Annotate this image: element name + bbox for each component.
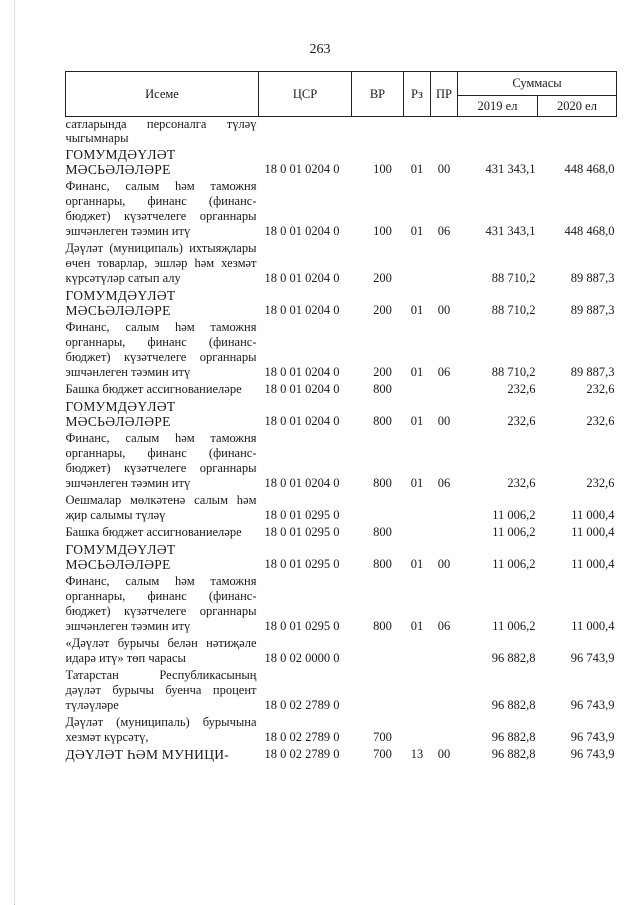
row-csr: 18 0 02 0000 0 [264, 651, 340, 665]
row-name: Башка бюджет ассигнованиеләре [65, 382, 242, 396]
row-amount-2019: 96 882,8 [491, 698, 536, 712]
header-pr: ПР [431, 72, 458, 117]
row-vr: 800 [373, 382, 392, 396]
row-amount-2020: 96 743,9 [570, 651, 615, 665]
row-name: Татарстан Республикасының дәүләт бурычы буенча процент түләүләре [65, 668, 257, 712]
row-csr: 18 0 01 0204 0 [264, 271, 340, 285]
row-pr [431, 117, 458, 146]
row-pr [431, 491, 458, 523]
row-amount-2019: 431 343,1 [485, 162, 536, 176]
row-vr [352, 117, 404, 146]
row-rz: 01 [410, 162, 424, 176]
header-sums: Суммасы [458, 72, 617, 96]
row-name: ДӘҮЛӘТ ҺӘМ МУНИЦИ- [65, 747, 230, 762]
row-vr: 800 [373, 525, 392, 539]
row-name: ГОМУМДӘҮЛӘТ МӘСЬӘЛӘЛӘРЕ [65, 542, 176, 572]
table-row [66, 318, 617, 380]
row-rz [404, 239, 431, 286]
row-name: Финанс, салым һәм таможня органнары, финанс (финанс-бюджет) күзәтчелеге органнары эшчәнлеген тәэмин итү [65, 179, 257, 238]
table-row [66, 177, 617, 239]
row-name: ГОМУМДӘҮЛӘТ МӘСЬӘЛӘЛӘРЕ [65, 147, 176, 177]
row-amount-2020: 11 000,4 [571, 619, 615, 633]
row-csr: 18 0 01 0204 0 [264, 224, 340, 238]
row-amount-2019: 232,6 [507, 476, 536, 490]
table-row [66, 523, 617, 540]
row-vr: 100 [373, 224, 392, 238]
row-amount-2020: 11 000,4 [571, 525, 615, 539]
header-year-2020: 2020 ел [538, 96, 617, 117]
row-pr [431, 666, 458, 713]
row-pr [431, 380, 458, 397]
row-pr: 06 [437, 476, 451, 490]
table-row [66, 540, 617, 572]
table-row [66, 429, 617, 491]
row-amount-2019: 11 006,2 [492, 525, 536, 539]
row-vr: 800 [373, 619, 392, 633]
row-pr: 00 [437, 303, 451, 317]
row-csr: 18 0 01 0295 0 [264, 557, 340, 571]
row-rz [404, 117, 431, 146]
table-body [66, 117, 617, 763]
row-amount-2019: 11 006,2 [492, 619, 536, 633]
row-csr [259, 117, 352, 146]
row-amount-2020: 96 743,9 [570, 698, 615, 712]
row-pr [431, 239, 458, 286]
row-name: Дәүләт (муниципаль) бурычына хезмәт күрсәтү, [65, 715, 257, 744]
row-rz [404, 713, 431, 745]
budget-table [65, 71, 617, 762]
row-csr: 18 0 01 0204 0 [264, 476, 340, 490]
row-csr: 18 0 02 2789 0 [264, 747, 340, 761]
header-vr: ВР [352, 72, 404, 117]
table-row [66, 380, 617, 397]
row-csr: 18 0 01 0204 0 [264, 303, 340, 317]
row-rz: 01 [410, 224, 424, 238]
left-margin-line [14, 0, 15, 905]
row-vr [352, 666, 404, 713]
row-pr: 00 [437, 414, 451, 428]
row-rz: 01 [410, 365, 424, 379]
table-row [66, 572, 617, 634]
row-amount-2019: 232,6 [507, 382, 536, 396]
row-amount-2020: 11 000,4 [571, 557, 615, 571]
page-number: 263 [309, 42, 331, 57]
row-amount-2019: 431 343,1 [485, 224, 536, 238]
row-amount-2019: 96 882,8 [491, 651, 536, 665]
row-rz: 01 [410, 557, 424, 571]
row-vr: 200 [373, 303, 392, 317]
row-name: ГОМУМДӘҮЛӘТ МӘСЬӘЛӘЛӘРЕ [65, 288, 176, 318]
header-rz: Рз [404, 72, 431, 117]
row-amount-2020: 89 887,3 [570, 271, 615, 285]
table-row [66, 713, 617, 745]
row-amount-2019: 11 006,2 [492, 508, 536, 522]
row-name: Башка бюджет ассигнованиеләре [65, 525, 242, 539]
row-amount-2020: 448 468,0 [564, 162, 615, 176]
row-rz [404, 491, 431, 523]
row-name: «Дәүләт бурычы белән нәтиҗәле идарә итү» төп чарасы [65, 636, 257, 665]
row-name: Финанс, салым һәм таможня органнары, финанс (финанс-бюджет) күзәтчелеге органнары эшчәнлеген тәэмин итү [65, 320, 257, 379]
row-csr: 18 0 01 0295 0 [264, 525, 340, 539]
row-amount-2020: 232,6 [586, 476, 615, 490]
row-pr: 06 [437, 224, 451, 238]
row-vr: 800 [373, 476, 392, 490]
row-amount-2020: 89 887,3 [570, 303, 615, 317]
row-pr [431, 634, 458, 666]
row-name: сатларында персоналга түләү чыгымнары [65, 117, 257, 145]
row-amount-2020 [538, 117, 617, 146]
row-amount-2020: 89 887,3 [570, 365, 615, 379]
row-pr: 06 [437, 619, 451, 633]
header-csr: ЦСР [259, 72, 352, 117]
row-vr [352, 491, 404, 523]
row-amount-2020: 96 743,9 [570, 747, 615, 761]
table-row [66, 397, 617, 429]
row-amount-2019: 232,6 [507, 414, 536, 428]
row-name: Финанс, салым һәм таможня органнары, финанс (финанс-бюджет) күзәтчелеге органнары эшчәнлеген тәэмин итү [65, 431, 257, 490]
row-amount-2020: 11 000,4 [571, 508, 615, 522]
row-amount-2019: 88 710,2 [491, 271, 536, 285]
row-csr: 18 0 01 0204 0 [264, 365, 340, 379]
row-amount-2019: 96 882,8 [491, 730, 536, 744]
row-pr: 00 [437, 162, 451, 176]
row-csr: 18 0 02 2789 0 [264, 730, 340, 744]
row-vr: 800 [373, 414, 392, 428]
row-csr: 18 0 01 0204 0 [264, 382, 340, 396]
row-rz: 13 [410, 747, 424, 761]
row-rz [404, 666, 431, 713]
row-rz: 01 [410, 476, 424, 490]
row-rz: 01 [410, 303, 424, 317]
table-row [66, 634, 617, 666]
header-year-2019: 2019 ел [458, 96, 538, 117]
row-pr [431, 713, 458, 745]
row-rz [404, 380, 431, 397]
row-amount-2019 [458, 117, 538, 146]
row-rz: 01 [410, 619, 424, 633]
row-name: Оешмалар мөлкәтенә салым һәм җир салымы түләү [65, 493, 257, 522]
row-amount-2020: 232,6 [586, 414, 615, 428]
row-vr: 700 [373, 747, 392, 761]
table-row [66, 491, 617, 523]
row-amount-2019: 11 006,2 [492, 557, 536, 571]
row-vr: 200 [373, 271, 392, 285]
row-csr: 18 0 01 0204 0 [264, 414, 340, 428]
row-name: ГОМУМДӘҮЛӘТ МӘСЬӘЛӘЛӘРЕ [65, 399, 176, 429]
row-vr: 200 [373, 365, 392, 379]
row-vr: 700 [373, 730, 392, 744]
row-csr: 18 0 02 2789 0 [264, 698, 340, 712]
row-amount-2019: 88 710,2 [491, 303, 536, 317]
header-name: Исеме [66, 72, 259, 117]
table-row [66, 666, 617, 713]
row-pr: 06 [437, 365, 451, 379]
row-csr: 18 0 01 0204 0 [264, 162, 340, 176]
row-amount-2020: 96 743,9 [570, 730, 615, 744]
row-pr: 00 [437, 747, 451, 761]
table-row [66, 745, 617, 762]
row-rz [404, 634, 431, 666]
table-row [66, 145, 617, 177]
row-rz: 01 [410, 414, 424, 428]
row-pr: 00 [437, 557, 451, 571]
row-pr [431, 523, 458, 540]
row-vr: 100 [373, 162, 392, 176]
row-name: Дәүләт (муниципаль) ихтыяҗлары өчен товарлар, эшләр һәм хезмәт күрсәтүләр сатып алу [65, 241, 257, 285]
table-row [66, 239, 617, 286]
table-row [66, 286, 617, 318]
table-row [66, 117, 617, 146]
row-amount-2020: 232,6 [586, 382, 615, 396]
row-csr: 18 0 01 0295 0 [264, 508, 340, 522]
row-vr [352, 634, 404, 666]
row-name: Финанс, салым һәм таможня органнары, финанс (финанс-бюджет) күзәтчелеге органнары эшчәнлеген тәэмин итү [65, 574, 257, 633]
row-amount-2019: 96 882,8 [491, 747, 536, 761]
row-rz [404, 523, 431, 540]
row-amount-2020: 448 468,0 [564, 224, 615, 238]
row-amount-2019: 88 710,2 [491, 365, 536, 379]
row-csr: 18 0 01 0295 0 [264, 619, 340, 633]
row-vr: 800 [373, 557, 392, 571]
